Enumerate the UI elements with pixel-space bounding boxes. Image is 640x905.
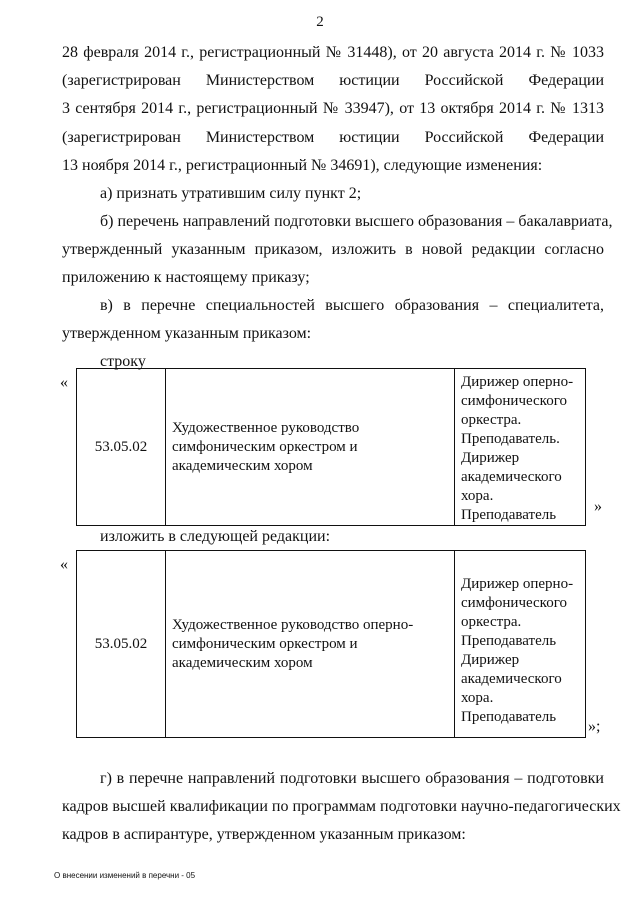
qual-line: Дирижер bbox=[461, 450, 520, 466]
specialty-name bbox=[166, 369, 455, 526]
qual-line: оркестра. bbox=[461, 412, 522, 428]
item-a: а) признать утратившим силу пункт 2; bbox=[100, 185, 362, 202]
qual-line: хора. bbox=[461, 690, 494, 706]
qual-line: Дирижер bbox=[461, 652, 520, 668]
qual-line: Преподаватель bbox=[461, 633, 557, 649]
name-line: симфоническим оркестром и bbox=[172, 438, 358, 455]
intro-line: 13 ноября 2014 г., регистрационный № 34691), следующие изменения: bbox=[62, 157, 543, 174]
qual-line: Дирижер оперно- bbox=[461, 374, 574, 390]
qual-line: хора. bbox=[461, 488, 494, 504]
page-number: 2 bbox=[316, 14, 324, 30]
item-v-line: утвержденном указанным приказом: bbox=[62, 325, 312, 342]
qual-line: Преподаватель. bbox=[461, 431, 560, 447]
table-row bbox=[77, 551, 586, 738]
specialty-code: 53.05.02 bbox=[77, 551, 166, 738]
specialty-code: 53.05.02 bbox=[77, 369, 166, 526]
name-line: академическим хором bbox=[172, 457, 313, 474]
specialty-name bbox=[166, 551, 455, 738]
table-row bbox=[77, 369, 586, 526]
old-row-table bbox=[76, 368, 586, 526]
footer-note: О внесении изменений в перечни - 05 bbox=[54, 871, 196, 880]
qual-line: академического bbox=[461, 469, 562, 485]
quote-close: » bbox=[594, 498, 602, 515]
qual-line: оркестра. bbox=[461, 614, 522, 630]
intro-line: (зарегистрирован Министерством юстиции Российской Федерации bbox=[62, 129, 604, 146]
intro-line: 3 сентября 2014 г., регистрационный № 33947), от 13 октября 2014 г. № 1313 bbox=[62, 100, 604, 117]
izlozhit-text: изложить в следующей редакции: bbox=[100, 528, 331, 545]
quote-open: « bbox=[60, 374, 68, 391]
qual-line: Дирижер оперно- bbox=[461, 576, 574, 592]
new-row-table bbox=[76, 550, 586, 738]
item-b-line: б) перечень направлений подготовки высшего образования – бакалавриата, bbox=[100, 213, 613, 230]
item-b-line: утвержденный указанным приказом, изложить в новой редакции согласно bbox=[62, 241, 604, 258]
qual-line: Преподаватель bbox=[461, 507, 557, 523]
name-line: симфоническим оркестром и bbox=[172, 635, 358, 652]
item-g-line: кадров высшей квалификации по программам подготовки научно-педагогических bbox=[62, 798, 621, 815]
item-g-line: кадров в аспирантуре, утвержденном указанным приказом: bbox=[62, 826, 466, 843]
quote-close: »; bbox=[588, 718, 601, 735]
item-g-line: г) в перечне направлений подготовки высшего образования – подготовки bbox=[100, 770, 604, 787]
quote-open: « bbox=[60, 556, 68, 573]
name-line: академическим хором bbox=[172, 654, 313, 671]
qualification bbox=[455, 369, 586, 526]
item-b-line: приложению к настоящему приказу; bbox=[62, 269, 310, 286]
qualification bbox=[455, 551, 586, 738]
qual-line: симфонического bbox=[461, 393, 567, 409]
intro-line: 28 февраля 2014 г., регистрационный № 31448), от 20 августа 2014 г. № 1033 bbox=[62, 44, 604, 61]
name-line: Художественное руководство bbox=[172, 419, 360, 436]
qual-line: симфонического bbox=[461, 595, 567, 611]
stroku-text: строку bbox=[100, 353, 146, 370]
item-v-line: в) в перечне специальностей высшего образования – специалитета, bbox=[100, 297, 604, 314]
name-line: Художественное руководство оперно- bbox=[172, 616, 414, 633]
intro-line: (зарегистрирован Министерством юстиции Российской Федерации bbox=[62, 72, 604, 89]
qual-line: Преподаватель bbox=[461, 709, 557, 725]
qual-line: академического bbox=[461, 671, 562, 687]
